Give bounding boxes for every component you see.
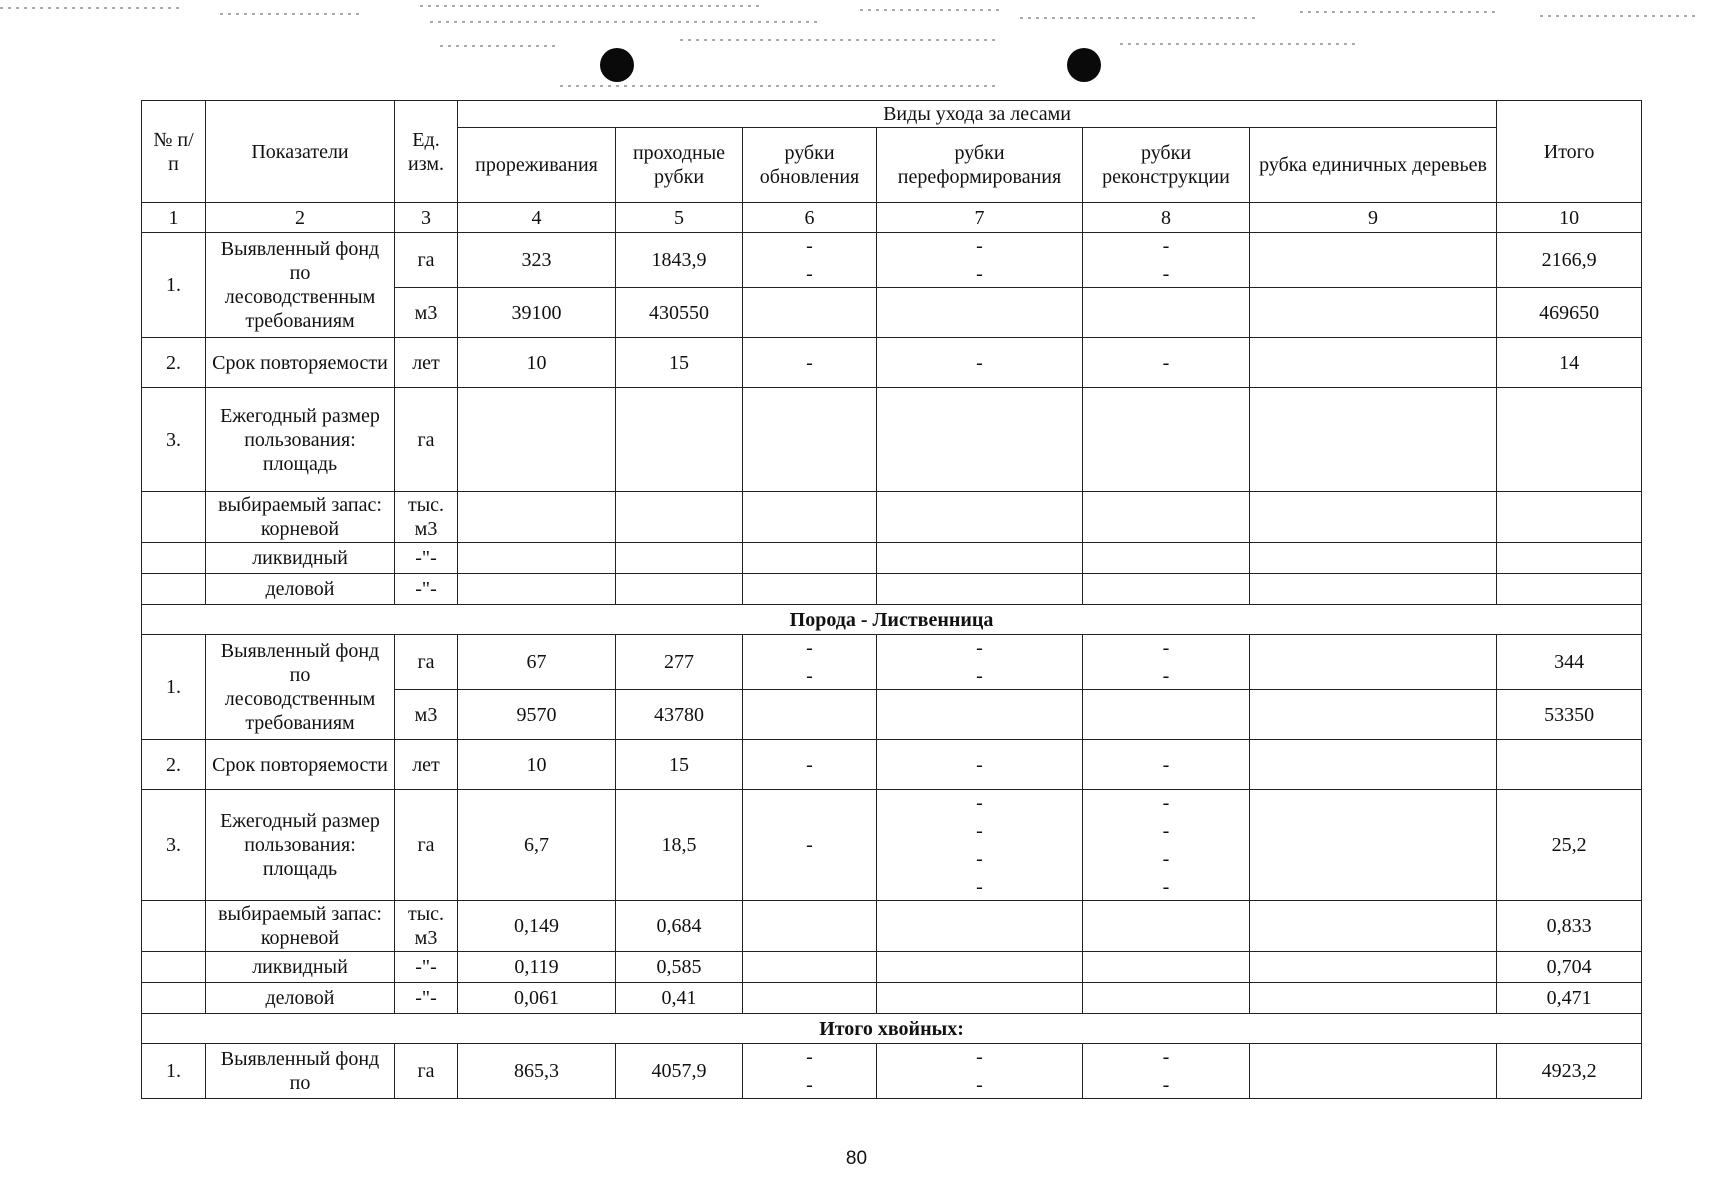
unit-cell: га [395, 233, 458, 288]
value-cell: 277 [616, 635, 743, 690]
empty-cell [1250, 983, 1497, 1014]
value-cell [616, 492, 743, 543]
value-cell: 0,061 [458, 983, 616, 1014]
row-label: деловой [206, 983, 395, 1014]
empty-cell [1083, 690, 1250, 740]
empty-cell [1250, 543, 1497, 574]
row-label: Выявленный фонд по лесоводственным требованиям [206, 233, 395, 338]
col-number: 9 [1250, 203, 1497, 233]
dash-mark: - [976, 665, 983, 687]
empty-cell [142, 492, 206, 543]
empty-cell [1250, 288, 1497, 338]
section-title: Итого хвойных: [142, 1014, 1642, 1044]
total-cell [1497, 740, 1642, 790]
unit-cell: га [395, 388, 458, 492]
value-cell: 0,585 [616, 952, 743, 983]
value-cell [458, 492, 616, 543]
table-row [142, 983, 1642, 1014]
dash-cell [1083, 790, 1250, 901]
dash-mark: - [1162, 1074, 1170, 1096]
unit-cell: м3 [395, 288, 458, 338]
value-cell: 430550 [616, 288, 743, 338]
total-cell [1497, 388, 1642, 492]
value-cell [458, 543, 616, 574]
value-cell: 39100 [458, 288, 616, 338]
col-unit-header: Ед. изм. [395, 101, 458, 203]
empty-cell [1250, 740, 1497, 790]
total-cell: 4923,2 [1497, 1044, 1642, 1099]
row-number: 1. [142, 233, 206, 338]
value-cell: 0,41 [616, 983, 743, 1014]
type-header: проходные рубки [616, 128, 743, 203]
scan-noise [0, 0, 1713, 110]
empty-cell [877, 952, 1083, 983]
dash-mark: - [1162, 792, 1170, 814]
empty-cell [1083, 288, 1250, 338]
empty-cell [142, 543, 206, 574]
col-number: 2 [206, 203, 395, 233]
dash-mark: - [976, 1046, 983, 1068]
dash-cell [877, 1044, 1083, 1099]
unit-cell: м3 [395, 690, 458, 740]
empty-cell [1250, 1044, 1497, 1099]
unit-cell: га [395, 790, 458, 901]
dash-cell: - [743, 338, 877, 388]
unit-cell: тыс. м3 [395, 492, 458, 543]
dash-cell: - [1083, 338, 1250, 388]
row-label: выбираемый запас: корневой [206, 901, 395, 952]
empty-cell [1250, 901, 1497, 952]
punch-hole-right [1067, 48, 1101, 82]
dash-mark: - [976, 235, 983, 257]
value-cell: 15 [616, 740, 743, 790]
dash-cell [1083, 233, 1250, 288]
dash-mark: - [806, 235, 813, 257]
empty-cell [1250, 492, 1497, 543]
dash-mark: - [1162, 263, 1170, 285]
row-number: 1. [142, 635, 206, 740]
empty-cell [1083, 983, 1250, 1014]
col-indicators-header: Показатели [206, 101, 395, 203]
dash-cell [877, 790, 1083, 901]
total-cell: 0,833 [1497, 901, 1642, 952]
dash-cell [743, 635, 877, 690]
section-title-row [142, 1014, 1642, 1044]
unit-cell: га [395, 1044, 458, 1099]
section-title: Порода - Лиственница [142, 605, 1642, 635]
total-cell [1497, 492, 1642, 543]
empty-cell [1083, 574, 1250, 605]
col-number: 1 [142, 203, 206, 233]
empty-cell [743, 901, 877, 952]
empty-cell [1250, 635, 1497, 690]
unit-cell: -"- [395, 983, 458, 1014]
empty-cell [1250, 338, 1497, 388]
value-cell: 323 [458, 233, 616, 288]
type-header: рубки реконструкции [1083, 128, 1250, 203]
empty-cell [877, 574, 1083, 605]
total-cell: 0,471 [1497, 983, 1642, 1014]
value-cell: 67 [458, 635, 616, 690]
row-label: ликвидный [206, 543, 395, 574]
type-header: прореживания [458, 128, 616, 203]
empty-cell [743, 690, 877, 740]
value-cell: 1843,9 [616, 233, 743, 288]
total-cell: 14 [1497, 338, 1642, 388]
value-cell [458, 388, 616, 492]
dash-cell [877, 233, 1083, 288]
dash-mark: - [976, 848, 983, 870]
empty-cell [142, 574, 206, 605]
empty-cell [743, 388, 877, 492]
value-cell: 15 [616, 338, 743, 388]
column-numbers-row [142, 203, 1642, 233]
value-cell [616, 543, 743, 574]
empty-cell [877, 690, 1083, 740]
table-row [142, 952, 1642, 983]
dash-mark: - [806, 637, 813, 659]
row-number: 2. [142, 338, 206, 388]
row-number: 1. [142, 1044, 206, 1099]
page-number: 80 [845, 1148, 868, 1169]
type-header: рубка единичных деревьев [1250, 128, 1497, 203]
empty-cell [1250, 388, 1497, 492]
dash-mark: - [976, 820, 983, 842]
total-cell: 0,704 [1497, 952, 1642, 983]
row-label: Срок повторяемости [206, 740, 395, 790]
col-num-header: № п/п [142, 101, 206, 203]
row-label: Выявленный фонд по лесоводственным требованиям [206, 635, 395, 740]
col-number: 7 [877, 203, 1083, 233]
dash-cell: - [877, 740, 1083, 790]
empty-cell [743, 574, 877, 605]
dash-mark: - [976, 637, 983, 659]
empty-cell [877, 543, 1083, 574]
row-label: Срок повторяемости [206, 338, 395, 388]
table-row [142, 740, 1642, 790]
empty-cell [743, 543, 877, 574]
row-label: выбираемый запас: корневой [206, 492, 395, 543]
value-cell: 865,3 [458, 1044, 616, 1099]
table-row [142, 901, 1642, 952]
header-row [142, 101, 1642, 128]
col-number: 4 [458, 203, 616, 233]
section-title-row [142, 605, 1642, 635]
dash-mark: - [976, 792, 983, 814]
row-label: Ежегодный размер пользования: площадь [206, 790, 395, 901]
dash-mark: - [1162, 876, 1170, 898]
row-number: 2. [142, 740, 206, 790]
row-number: 3. [142, 388, 206, 492]
table-row [142, 543, 1642, 574]
value-cell [616, 574, 743, 605]
empty-cell [743, 983, 877, 1014]
dash-mark: - [1162, 848, 1170, 870]
dash-mark: - [806, 665, 813, 687]
empty-cell [1083, 388, 1250, 492]
empty-cell [877, 901, 1083, 952]
empty-cell [142, 983, 206, 1014]
value-cell: 0,149 [458, 901, 616, 952]
col-number: 10 [1497, 203, 1642, 233]
row-label: Выявленный фонд по [206, 1044, 395, 1099]
dash-mark: - [976, 263, 983, 285]
empty-cell [877, 388, 1083, 492]
empty-cell [1250, 233, 1497, 288]
empty-cell [142, 952, 206, 983]
row-label: деловой [206, 574, 395, 605]
dash-mark: - [1162, 235, 1170, 257]
dash-cell [877, 635, 1083, 690]
dash-mark: - [1162, 820, 1170, 842]
empty-cell [743, 492, 877, 543]
dash-cell: - [1083, 740, 1250, 790]
value-cell: 0,684 [616, 901, 743, 952]
unit-cell: лет [395, 740, 458, 790]
value-cell: 9570 [458, 690, 616, 740]
col-number: 3 [395, 203, 458, 233]
table-row [142, 492, 1642, 543]
value-cell: 4057,9 [616, 1044, 743, 1099]
table-row [142, 635, 1642, 690]
dash-mark: - [806, 263, 813, 285]
unit-cell: лет [395, 338, 458, 388]
value-cell: 10 [458, 740, 616, 790]
empty-cell [743, 952, 877, 983]
value-cell: 10 [458, 338, 616, 388]
forest-care-table [141, 100, 1642, 1099]
dash-mark: - [1162, 665, 1170, 687]
table-row [142, 233, 1642, 288]
dash-mark: - [806, 1046, 813, 1068]
empty-cell [1083, 952, 1250, 983]
row-label: ликвидный [206, 952, 395, 983]
empty-cell [142, 901, 206, 952]
value-cell: 0,119 [458, 952, 616, 983]
empty-cell [877, 492, 1083, 543]
dash-mark: - [1162, 637, 1170, 659]
unit-cell: -"- [395, 574, 458, 605]
total-cell: 53350 [1497, 690, 1642, 740]
empty-cell [1250, 790, 1497, 901]
type-header: рубки переформирования [877, 128, 1083, 203]
unit-cell: тыс. м3 [395, 901, 458, 952]
dash-mark: - [1162, 1046, 1170, 1068]
empty-cell [1083, 543, 1250, 574]
value-cell: 6,7 [458, 790, 616, 901]
col-number: 6 [743, 203, 877, 233]
col-number: 8 [1083, 203, 1250, 233]
type-header: рубки обновления [743, 128, 877, 203]
dash-cell: - [743, 740, 877, 790]
col-total-header: Итого [1497, 101, 1642, 203]
dash-mark: - [806, 1074, 813, 1096]
empty-cell [877, 288, 1083, 338]
empty-cell [1250, 574, 1497, 605]
dash-cell [1083, 1044, 1250, 1099]
dash-cell: - [877, 338, 1083, 388]
care-types-group-header: Виды ухода за лесами [458, 101, 1497, 128]
value-cell [616, 388, 743, 492]
table-row [142, 574, 1642, 605]
unit-cell: -"- [395, 952, 458, 983]
value-cell: 18,5 [616, 790, 743, 901]
dash-cell: - [743, 790, 877, 901]
table-row [142, 388, 1642, 492]
total-cell [1497, 574, 1642, 605]
empty-cell [1083, 901, 1250, 952]
total-cell: 344 [1497, 635, 1642, 690]
table-row [142, 1044, 1642, 1099]
dash-cell [743, 233, 877, 288]
empty-cell [1250, 952, 1497, 983]
empty-cell [877, 983, 1083, 1014]
empty-cell [743, 288, 877, 338]
table-row [142, 790, 1642, 901]
empty-cell [1083, 492, 1250, 543]
table-row [142, 338, 1642, 388]
total-cell: 2166,9 [1497, 233, 1642, 288]
value-cell [458, 574, 616, 605]
dash-cell [1083, 635, 1250, 690]
document-sheet [141, 100, 1642, 1099]
row-number: 3. [142, 790, 206, 901]
row-label: Ежегодный размер пользования: площадь [206, 388, 395, 492]
dash-cell [743, 1044, 877, 1099]
col-number: 5 [616, 203, 743, 233]
dash-mark: - [976, 876, 983, 898]
empty-cell [1250, 690, 1497, 740]
total-cell: 469650 [1497, 288, 1642, 338]
unit-cell: -"- [395, 543, 458, 574]
punch-hole-left [600, 48, 634, 82]
total-cell: 25,2 [1497, 790, 1642, 901]
unit-cell: га [395, 635, 458, 690]
total-cell [1497, 543, 1642, 574]
dash-mark: - [976, 1074, 983, 1096]
value-cell: 43780 [616, 690, 743, 740]
